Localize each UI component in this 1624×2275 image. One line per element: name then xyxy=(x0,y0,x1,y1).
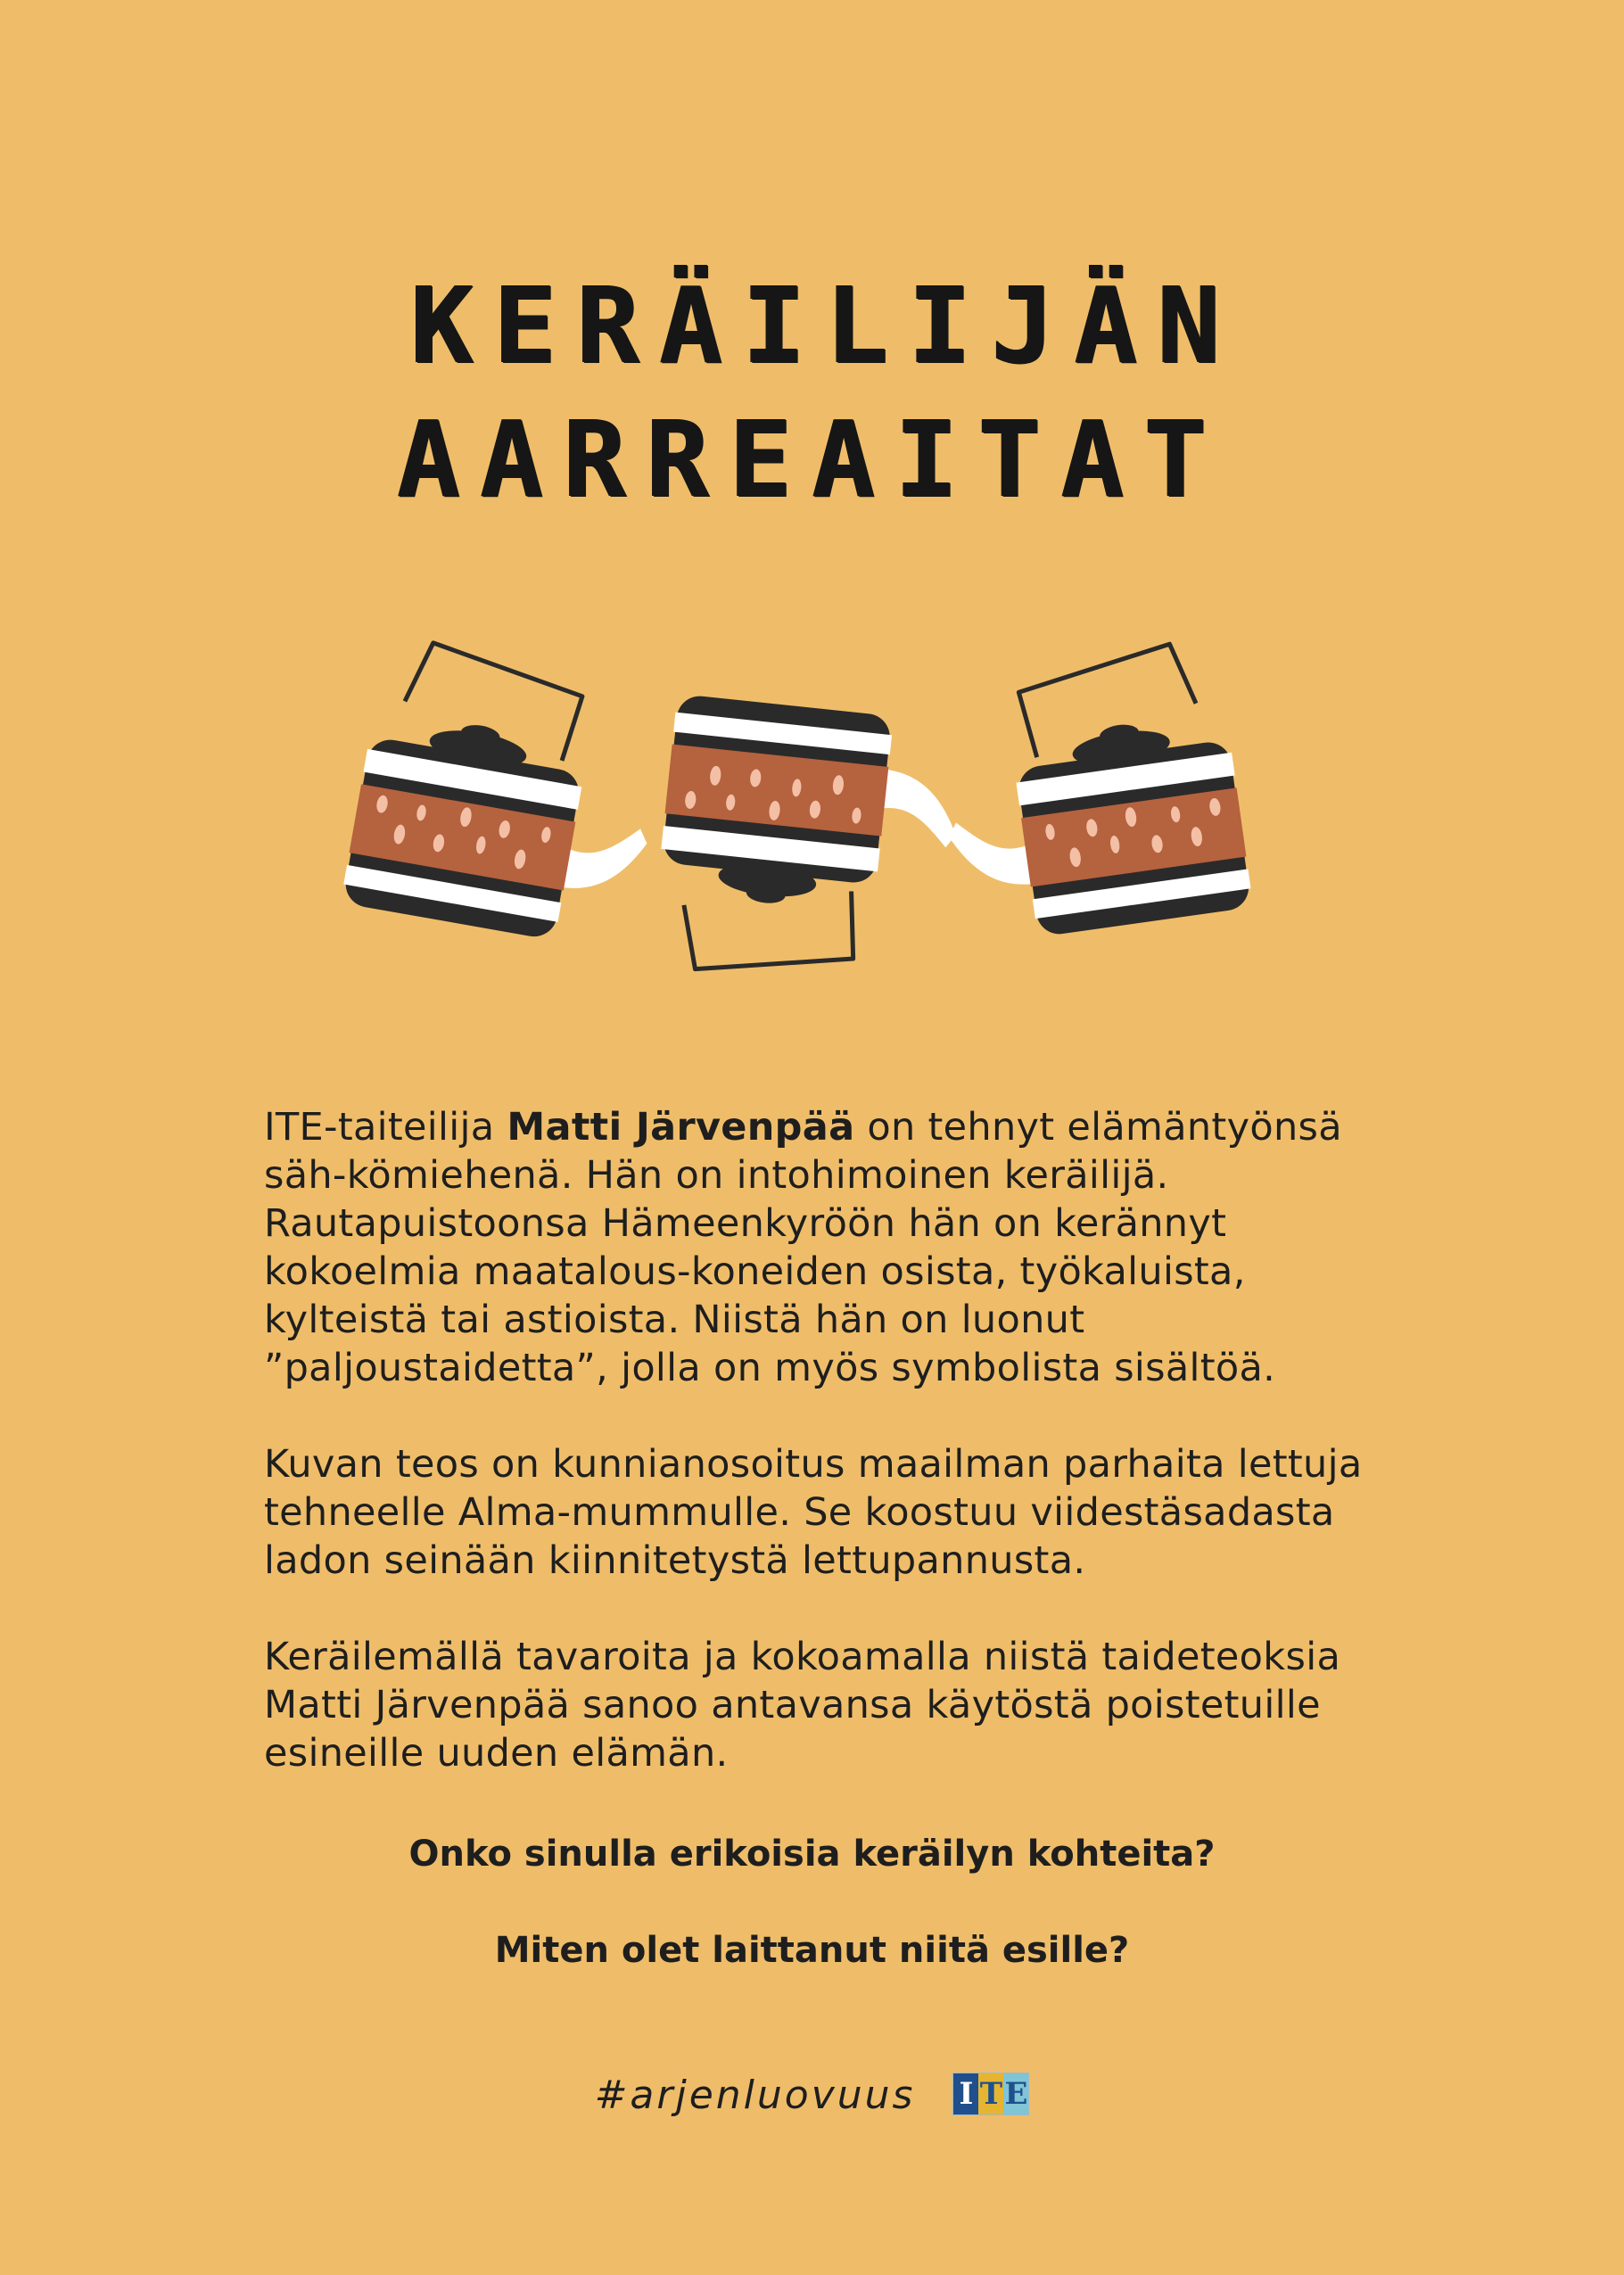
logo-letter-i: I xyxy=(953,2073,978,2114)
teapots-icon xyxy=(330,606,1293,999)
logo-letter-e: E xyxy=(1003,2073,1028,2114)
teapots-illustration xyxy=(330,606,1293,999)
logo-letter-t: T xyxy=(978,2073,1003,2114)
title-line-1: KERÄILIJÄN xyxy=(410,264,1241,387)
page-title xyxy=(0,259,1624,526)
ite-logo-icon xyxy=(952,2073,1029,2115)
hashtag: #arjenluovuus xyxy=(594,2073,916,2118)
paragraph-1-text: on tehnyt elämäntyönsä säh-kömiehenä. Hän on intohimoinen keräilijä. Rautapuistoonsa Hämeenkyröön hän on kerännyt kokoelmia maatalous-koneiden osista, työkaluista, kylteistä tai astioista. Niistä hän on luonut ”paljoustaidetta”, jolla on myös symbolista sisältöä. xyxy=(264,1105,1342,1390)
artist-name: Matti Järvenpää xyxy=(507,1105,855,1150)
paragraph-3: Keräilemällä tavaroita ja kokoamalla niistä taideteoksia Matti Järvenpää sanoo antavansa käytöstä poistetuille esineille uuden elämän. xyxy=(264,1635,1341,1776)
title-line-2: AARREAITAT xyxy=(397,398,1227,521)
article-body xyxy=(264,1103,1388,1826)
paragraph-2: Kuvan teos on kunnianosoitus maailman parhaita lettuja tehneelle Alma-mummulle. Se koostuu viidestäsadasta ladon seinään kiinnitetystä lettupannusta. xyxy=(264,1442,1363,1583)
question-2: Miten olet laittanut niitä esille? xyxy=(494,1930,1130,1971)
paragraph-1-prefix: ITE-taiteilija xyxy=(264,1105,507,1150)
footer xyxy=(0,2071,1624,2121)
questions xyxy=(0,1830,1624,2023)
question-1: Onko sinulla erikoisia keräilyn kohteita? xyxy=(408,1834,1216,1875)
paragraph-1 xyxy=(264,1103,1388,1392)
